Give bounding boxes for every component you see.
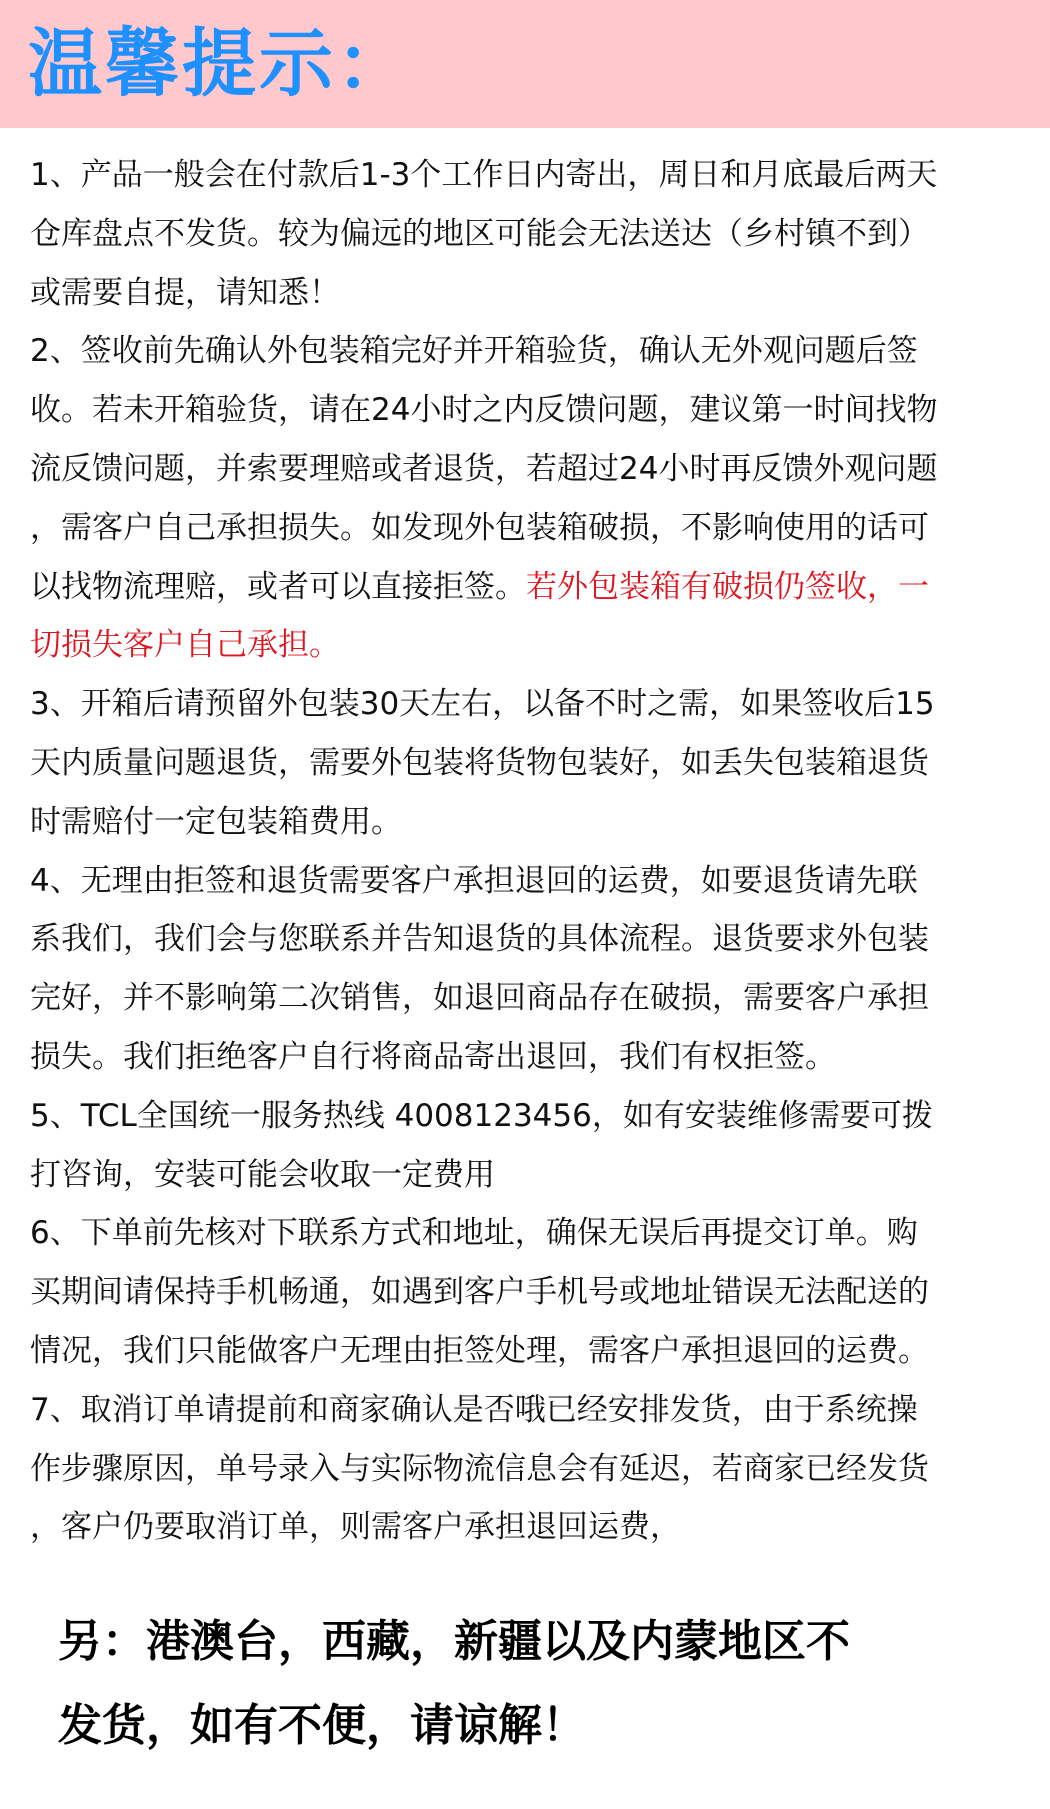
notice-line: 收。若未开箱验货，请在24小时之内反馈问题，建议第一时间找物 (30, 392, 938, 429)
notice-line: 或需要自提，请知悉！ (30, 274, 340, 311)
notice-line: 情况，我们只能做客户无理由拒签处理，需客户承担退回的运费。 (30, 1332, 929, 1369)
warning-text: 若外包装箱有破损仍签收，一 (526, 568, 929, 605)
notice-item-1 (30, 146, 1020, 322)
notice-item-6 (30, 1204, 1020, 1380)
notice-line: 打咨询，安装可能会收取一定费用 (30, 1156, 495, 1193)
notice-line: 系我们，我们会与您联系并告知退货的具体流程。退货要求外包装 (30, 921, 929, 958)
notice-line-mixed (30, 558, 1020, 617)
footer-line: 另：港澳台，西藏，新疆以及内蒙地区不 (58, 1616, 850, 1667)
notice-text: 以找物流理赔，或者可以直接拒签。 (30, 568, 526, 605)
notice-line: 损失。我们拒绝客户自行将商品寄出退回，我们有权拒签。 (30, 1038, 836, 1075)
notice-line: 时需赔付一定包装箱费用。 (30, 803, 402, 840)
header-banner (0, 0, 1050, 128)
notice-line: 流反馈问题，并索要理赔或者退货，若超过24小时再反馈外观问题 (30, 450, 938, 487)
notice-item-3 (30, 675, 1020, 851)
notice-line: 4、无理由拒签和退货需要客户承担退回的运费，如要退货请先联 (30, 862, 918, 899)
notice-line: 买期间请保持手机畅通，如遇到客户手机号或地址错误无法配送的 (30, 1274, 929, 1311)
notice-item-2 (30, 322, 1020, 675)
notice-item-5 (30, 1087, 1020, 1205)
notice-item-7 (30, 1381, 1020, 1557)
notice-line: 天内质量问题退货，需要外包装将货物包装好，如丢失包装箱退货 (30, 744, 929, 781)
warning-line: 切损失客户自己承担。 (30, 627, 340, 664)
notice-line: 5、TCL全国统一服务热线 4008123456，如有安装维修需要可拨 (30, 1097, 933, 1134)
notice-line: 2、签收前先确认外包装箱完好并开箱验货，确认无外观问题后签 (30, 333, 918, 370)
notice-line: 作步骤原因，单号录入与实际物流信息会有延迟，若商家已经发货 (30, 1450, 929, 1487)
footer-line: 发货，如有不便，请谅解！ (58, 1700, 586, 1751)
notice-line: 1、产品一般会在付款后1-3个工作日内寄出，周日和月底最后两天 (30, 157, 938, 193)
page-title: 温馨提示： (28, 21, 413, 107)
notice-item-4 (30, 852, 1020, 1087)
notice-line: ，客户仍要取消订单，则需客户承担退回运费， (30, 1509, 681, 1546)
notice-line: 6、下单前先核对下联系方式和地址，确保无误后再提交订单。购 (30, 1215, 918, 1252)
notice-list (30, 146, 1020, 1557)
notice-line: 完好，并不影响第二次销售，如退回商品存在破损，需要客户承担 (30, 980, 929, 1017)
notice-line: 7、取消订单请提前和商家确认是否哦已经安排发货，由于系统操 (30, 1391, 918, 1428)
shipping-exclusion-notice (58, 1600, 1018, 1768)
notice-line: ，需客户自己承担损失。如发现外包装箱破损，不影响使用的话可 (30, 509, 929, 546)
notice-line: 3、开箱后请预留外包装30天左右，以备不时之需，如果签收后15 (30, 686, 935, 723)
notice-line: 仓库盘点不发货。较为偏远的地区可能会无法送达（乡村镇不到） (30, 215, 929, 252)
